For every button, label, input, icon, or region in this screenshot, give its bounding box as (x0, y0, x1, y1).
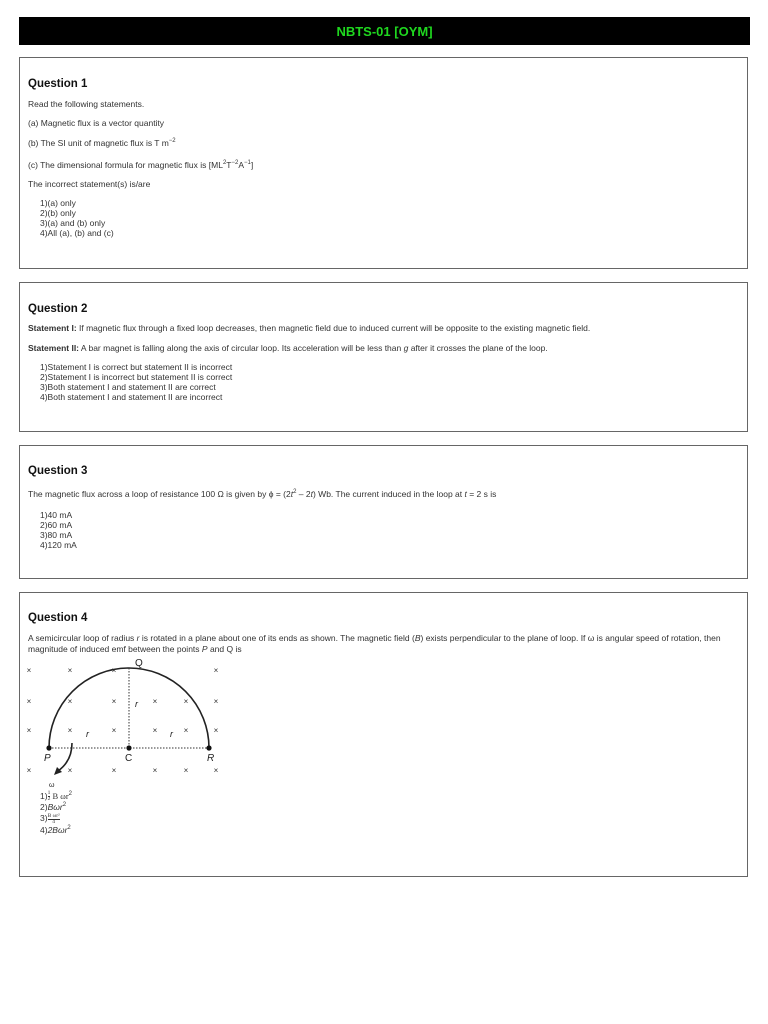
question-2-title: Question 2 (28, 303, 88, 315)
question-3-card (19, 445, 748, 579)
question-2-statement-1: Statement I: If magnetic flux through a fixed loop decreases, then magnetic field due to induced current will be opposite to the existing magnetic field. (28, 323, 591, 333)
cross-mark: × (26, 766, 32, 775)
cross-mark: × (183, 726, 189, 735)
option[interactable]: 4)120 mA (40, 540, 77, 550)
cross-mark: × (67, 666, 73, 675)
cross-mark: × (183, 697, 189, 706)
cross-mark: × (111, 726, 117, 735)
option[interactable]: 4)2Bωr$^2$ (40, 824, 71, 835)
question-1-intro: Read the following statements. (28, 99, 145, 109)
question-3-title: Question 3 (28, 465, 88, 477)
cross-mark: × (152, 697, 158, 706)
page-title: NBTS-01 [OYM] (336, 23, 433, 39)
page-header (19, 17, 750, 45)
option[interactable]: 1) $\frac{1}{2}$ B $\omega r^2$ (40, 790, 73, 803)
question-3-text: The magnetic flux across a loop of resistance 100 Ω is given by $\phi = (2t^2 - 2t)$ Wb. The current induced in the loop at t = 2 s is (28, 489, 497, 499)
label-p: P (44, 753, 51, 764)
cross-mark: × (67, 697, 73, 706)
option[interactable]: 2)(b) only (40, 208, 76, 218)
question-1-statement-b: (b) The SI unit of magnetic flux is T $m^{-2}$ (28, 138, 176, 148)
cross-mark: × (152, 766, 158, 775)
label-omega: ω (49, 782, 55, 789)
option[interactable]: 3)80 mA (40, 530, 73, 540)
label-r-point: R (207, 753, 215, 764)
cross-mark: × (26, 726, 32, 735)
option[interactable]: 3) $\frac{\text{B ωr²}}{4}$ (40, 812, 60, 825)
point-c (126, 745, 131, 750)
cross-mark: × (213, 766, 219, 775)
cross-mark: × (213, 726, 219, 735)
option[interactable]: 2)60 mA (40, 520, 73, 530)
cross-mark: × (67, 766, 73, 775)
rotating-semicircle-figure (20, 659, 240, 789)
option[interactable]: 1)40 mA (40, 510, 73, 520)
cross-mark: × (26, 697, 32, 706)
option[interactable]: 1)(a) only (40, 198, 76, 208)
question-3-options (40, 510, 77, 550)
point-r (206, 745, 211, 750)
question-2-statement-2: Statement II: A bar magnet is falling along the axis of circular loop. Its acceleration will be less than g after it crosses the plane of the loop. (28, 343, 548, 353)
option[interactable]: 4)All (a), (b) and (c) (40, 228, 114, 238)
cross-mark: × (111, 697, 117, 706)
question-2-card (19, 282, 748, 432)
question-1-statement-c: (c) The dimensional formula for magnetic flux is $[ML^2T^{-2}A^{-1}]$ (28, 160, 254, 170)
question-4-title: Question 4 (28, 612, 88, 624)
question-1-statement-a: (a) Magnetic flux is a vector quantity (28, 118, 165, 128)
question-1-prompt: The incorrect statement(s) is/are (28, 179, 151, 189)
question-1-card (19, 57, 748, 269)
cross-mark: × (152, 726, 158, 735)
label-r-left: r (86, 729, 89, 739)
point-p (46, 745, 51, 750)
label-r-vertical: r (135, 699, 138, 709)
label-c: C (125, 753, 133, 764)
fraction: $\frac{1}{2}$ (47, 790, 51, 803)
question-4-text: A semicircular loop of radius r is rotated in a plane about one of its ends as shown. The magnetic field (B) exists perpendicular to the plane of loop. If ω is angular speed of rotation, then magnitude of induced emf between the points P and Q is (28, 633, 721, 654)
label-q: Q (135, 659, 143, 669)
option[interactable]: 3)Both statement I and statement II are correct (40, 382, 216, 392)
question-4-card (19, 592, 748, 877)
question-4-options (40, 791, 72, 836)
cross-mark: × (213, 697, 219, 706)
option[interactable]: 3)(a) and (b) only (40, 218, 106, 228)
fraction: $\frac{\text{B ωr²}}{4}$ (47, 812, 60, 825)
question-2-options (40, 362, 232, 402)
option[interactable]: 1)Statement I is correct but statement II is incorrect (40, 362, 233, 372)
cross-mark: × (26, 666, 32, 675)
cross-mark: × (111, 666, 117, 675)
cross-mark: × (67, 726, 73, 735)
option[interactable]: 2)Bωr$^2$ (40, 802, 67, 813)
cross-mark: × (213, 666, 219, 675)
question-1-options (40, 198, 114, 238)
cross-mark: × (183, 766, 189, 775)
label-r-right: r (170, 729, 173, 739)
cross-mark: × (111, 766, 117, 775)
option[interactable]: 4)Both statement I and statement II are incorrect (40, 392, 223, 402)
question-1-title: Question 1 (28, 78, 88, 90)
option[interactable]: 2)Statement I is incorrect but statement II is correct (40, 372, 233, 382)
